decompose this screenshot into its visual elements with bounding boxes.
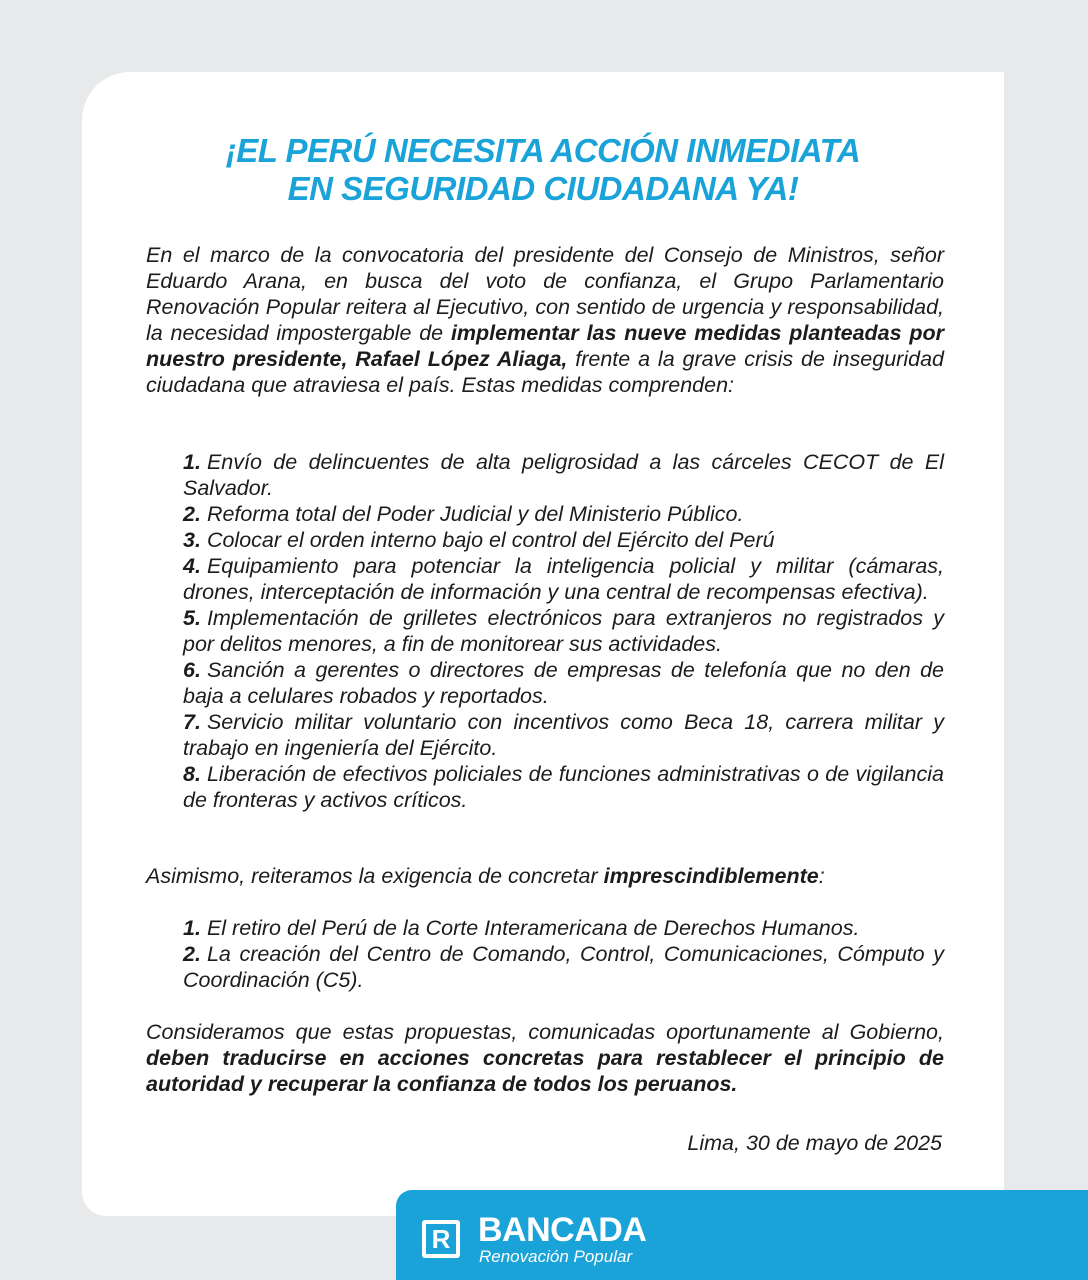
also-bold: imprescindiblemente [603,864,819,888]
item-number: 5. [183,606,201,630]
list-item [183,709,944,761]
list-item [183,449,944,501]
brand-name: BANCADA [478,1211,647,1249]
list-item [183,915,944,941]
title-line-2: EN SEGURIDAD CIUDADANA YA! [287,170,799,207]
brand-subtitle: Renovación Popular [479,1247,633,1266]
intro-paragraph [146,242,944,398]
item-text: Liberación de efectivos policiales de funciones administrativas o de vigilancia de fronteras y activos críticos. [183,762,944,812]
list-item [183,527,944,553]
item-number: 1. [183,916,201,940]
page-title [82,132,1004,208]
item-number: 4. [183,554,201,578]
item-text: Servicio militar voluntario con incentivos como Beca 18, carrera militar y trabajo en ingeniería del Ejército. [183,710,944,760]
closing-paragraph [146,1019,944,1097]
closing-bold: deben traducirse en acciones concretas para restablecer el principio de autoridad y recuperar la confianza de todos los peruanos. [146,1046,944,1096]
list-item [183,657,944,709]
brand-banner [396,1190,1088,1280]
intro-text-2: frente a la grave crisis de inseguridad ciudadana que atraviesa el país. Estas medidas comprenden: [146,347,944,397]
closing-text: Consideramos que estas propuestas, comunicadas oportunamente al Gobierno, [146,1020,944,1044]
item-number: 7. [183,710,201,734]
measures-list [183,449,944,813]
item-number: 6. [183,658,201,682]
statement-card [82,72,1004,1216]
demands-list [183,915,944,993]
item-number: 2. [183,502,201,526]
item-number: 8. [183,762,201,786]
item-number: 2. [183,942,201,966]
party-logo-icon: R [422,1220,460,1258]
intro-text-1: En el marco de la convocatoria del presidente del Consejo de Ministros, señor Eduardo Arana, en busca del voto de confianza, el Grupo Parlamentario Renovación Popular reitera al Ejecutivo, con sentido de urgencia y responsabilidad, la necesidad impostergable de [146,243,944,345]
item-text: El retiro del Perú de la Corte Interamericana de Derechos Humanos. [206,916,860,940]
date-line: Lima, 30 de mayo de 2025 [687,1131,942,1155]
item-text: Equipamiento para potenciar la inteligencia policial y militar (cámaras, drones, interceptación de información y una central de recompensas efectiva). [183,554,944,604]
also-text-1: Asimismo, reiteramos la exigencia de concretar [146,864,604,888]
item-number: 1. [183,450,201,474]
list-item [183,553,944,605]
list-item [183,941,944,993]
also-paragraph [146,863,944,889]
list-item [183,501,944,527]
item-text: La creación del Centro de Comando, Control, Comunicaciones, Cómputo y Coordinación (C5). [183,942,944,992]
also-text-2: : [818,864,825,888]
item-text: Sanción a gerentes o directores de empresas de telefonía que no den de baja a celulares robados y reportados. [183,658,944,708]
item-text: Implementación de grilletes electrónicos para extranjeros no registrados y por delitos menores, a fin de monitorear sus actividades. [183,606,944,656]
title-line-1: ¡EL PERÚ NECESITA ACCIÓN INMEDIATA [225,132,861,169]
item-text: Reforma total del Poder Judicial y del Ministerio Público. [206,502,744,526]
item-number: 3. [183,528,201,552]
item-text: Colocar el orden interno bajo el control del Ejército del Perú [206,528,775,552]
intro-bold: implementar las nueve medidas planteadas por nuestro presidente, Rafael López Aliaga, [146,321,945,371]
item-text: Envío de delincuentes de alta peligrosidad a las cárceles CECOT de El Salvador. [183,450,944,500]
list-item [183,605,944,657]
list-item [183,761,944,813]
